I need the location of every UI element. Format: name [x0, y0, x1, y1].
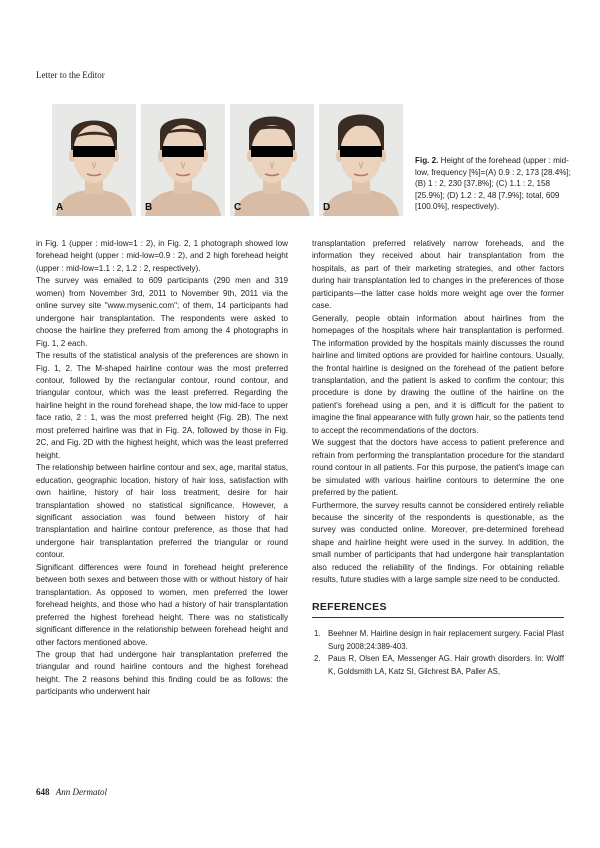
page-footer [36, 787, 107, 797]
body-paragraph: The results of the statistical analysis of the preferences are shown in Fig. 1, 2. The M-shaped hairline contour was the most preferred contour, followed by the rectangular contour, round contour, and triangular contour, which was the least preferred. Regarding the hairline height in the round forehead shape, the low mid-face to upper face ratio, 2 : 1, was the most preferred height (Fig. 2B). The next most preferred hairline was that in Fig. 2A, followed by those in Fig. 2C, and Fig. 2D with the highest height, which was the least preferred height. [36, 351, 288, 460]
panel-label-d: D [323, 202, 331, 213]
face-photo-a [52, 104, 136, 216]
right-column [312, 238, 564, 678]
body-paragraph: transplantation preferred relatively narrow foreheads, and the information they received about hair transplantation from the hospitals, as part of their marketing strategies, and other factors during hair transplantation led to changes in the preferences of those participants—the latter case holds more weight age over the former case. [312, 239, 564, 311]
body-paragraph: We suggest that the doctors have access to patient preference and refrain from performing the transplantation procedure for the standard round contour in all patients. For this purpose, the patient's image can be simulated with various hairline contours to determine the one preferred by the patient. [312, 438, 564, 498]
face-photo-c [230, 104, 314, 216]
body-paragraph: Furthermore, the survey results cannot be considered entirely reliable because the sincerity of the respondents is questionable, as the survey was conducted online. Moreover, pre-determined forehead shape and hairline height were used in the survey. In addition, the small number of participants that had undergone hair transplantation also reduced the reliability of the findings. For obtaining reliable results, future studies with a large sample size need to be conducted. [312, 500, 564, 585]
reference-text: Beehner M. Hairline design in hair replacement surgery. Facial Plast Surg 2008;24:389-403. [328, 629, 564, 651]
figure-caption [415, 155, 575, 213]
page-number: 648 [36, 787, 50, 797]
body-paragraph: Significant differences were found in forehead height preference between both sexes and between those with or without history of hair transplantation. As opposed to women, men preferred the lower forehead heights, and those who had a history of hair transplantation preferred the highest forehead height. There was no statistically significant difference in the relationship between forehead height and other factors mentioned above. [36, 562, 288, 647]
panel-label-b: B [145, 202, 153, 213]
references-heading: REFERENCES [312, 601, 564, 618]
left-column [36, 238, 288, 699]
body-paragraph: The relationship between hairline contour and sex, age, marital status, education, geographic location, history of hair loss, satisfaction with own hairline, history of hair loss treatment, desire for hair transplantation showed no statistical significance. However, a significant association was found between history of hair transplantation and hairline contour preference, as those that had undergone hair transplantation preferred the triangular or round contour. [36, 463, 288, 560]
face-photo-d [319, 104, 403, 216]
face-photo-b [141, 104, 225, 216]
figure-caption-label: Fig. 2. [415, 156, 439, 165]
reference-item [312, 628, 564, 653]
body-paragraph: The group that had undergone hair transplantation preferred the triangular and round hairline contours and the highest forehead height. The 2 reasons behind this finding could be as follows: the participants who underwent hair [36, 649, 288, 697]
running-head: Letter to the Editor [36, 70, 105, 80]
body-paragraph: The survey was emailed to 609 participants (290 men and 319 women) from November 3rd, 2011 to November 9th, 2011 via the online survey site "www.mysenic.com"; of them, 14 participants had undergone hair transplantation. The respondents were asked to choose the hairline they preferred from among the 4 photographs in Fig. 1, 2 each. [36, 276, 288, 348]
body-paragraph: Generally, people obtain information about hairlines from the homepages of the hospitals where hair transplantation is performed. The information provided by the hospitals mainly discusses the round hairline and limited options are provided for hairline contours. Usually, the frontal hairline is designed on the forehead of the patient before transplantation, and the patient is asked to confirm the contour; this procedure is done by drawing the outline of the hairline on the patient's forehead using a pen, and it is difficult for the patient to imagine the final appearance with fully grown hair, so the patients tend to accept the recommendations of the doctors. [312, 313, 564, 435]
panel-label-c: C [234, 202, 242, 213]
panel-label-a: A [56, 202, 64, 213]
figure-photo-row [52, 104, 404, 216]
reference-number: 1. [314, 629, 321, 639]
reference-item [312, 653, 564, 678]
journal-name: Ann Dermatol [55, 787, 107, 797]
reference-text: Paus R, Olsen EA, Messenger AG. Hair growth disorders. In: Wolff K, Goldsmith LA, Katz SI, Gilchrest BA, Paller AS, [328, 654, 564, 676]
figure-caption-text: Height of the forehead (upper : mid-low, frequency [%]=(A) 0.9 : 2, 173 [28.4%]; (B) 1 : 2, 230 [37.8%]; (C) 1.1 : 2, 158 [25.9%]; (D) 1.2 : 2, 48 [7.9%]; total, 609 [100.0%], respectively). [415, 156, 571, 212]
body-paragraph: in Fig. 1 (upper : mid-low=1 : 2), in Fig. 2, 1 photograph showed low forehead height (upper : mid-low=0.9 : 2), and 2 high forehead height (upper : mid-low=1.1 : 2, 1.2 : 2, respectively). [36, 239, 288, 273]
reference-number: 2. [314, 654, 321, 664]
